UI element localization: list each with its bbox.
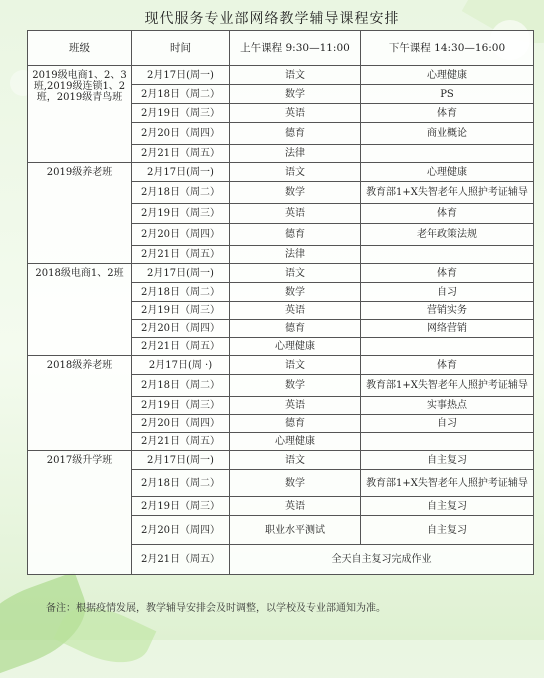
morning-course-cell: 语文 bbox=[230, 451, 361, 470]
afternoon-course-cell: 自主复习 bbox=[361, 516, 534, 545]
afternoon-course-cell: 体育 bbox=[361, 204, 534, 224]
morning-course-cell: 法律 bbox=[230, 145, 361, 163]
table-row bbox=[28, 451, 534, 470]
afternoon-course-cell: 实事热点 bbox=[361, 397, 534, 415]
date-cell: 2月20日（周四） bbox=[132, 415, 230, 433]
afternoon-course-cell: 体育 bbox=[361, 356, 534, 375]
schedule-table bbox=[27, 30, 534, 575]
header-row bbox=[28, 31, 534, 66]
afternoon-course-cell bbox=[361, 246, 534, 264]
afternoon-course-cell: 心理健康 bbox=[361, 66, 534, 85]
morning-course-cell: 德育 bbox=[230, 415, 361, 433]
afternoon-course-cell: 心理健康 bbox=[361, 163, 534, 182]
class-name: 2017级升学班 bbox=[46, 455, 113, 466]
date-cell: 2月18日（周二） bbox=[132, 182, 230, 204]
date-cell: 2月17日(周一) bbox=[132, 163, 230, 182]
date-cell: 2月21日（周五） bbox=[132, 545, 230, 575]
afternoon-course-cell: 体育 bbox=[361, 264, 534, 283]
afternoon-course-cell: PS bbox=[361, 85, 534, 104]
morning-course-cell: 职业水平测试 bbox=[230, 516, 361, 545]
date-cell: 2月17日(周一) bbox=[132, 264, 230, 283]
afternoon-course-cell bbox=[361, 338, 534, 356]
header-afternoon: 下午课程 14:30—16:00 bbox=[361, 31, 534, 66]
class-name: 2019级养老班 bbox=[46, 167, 113, 178]
date-cell: 2月21日（周五） bbox=[132, 433, 230, 451]
header-morning: 上午课程 9:30—11:00 bbox=[230, 31, 361, 66]
class-name: 2018级养老班 bbox=[46, 360, 113, 371]
afternoon-course-cell: 体育 bbox=[361, 104, 534, 123]
morning-course-cell: 数学 bbox=[230, 182, 361, 204]
morning-course-cell: 英语 bbox=[230, 204, 361, 224]
class-name: 2018级电商1、2班 bbox=[35, 268, 124, 279]
table-row bbox=[28, 66, 534, 85]
afternoon-course-cell: 教育部1+X失智老年人照护考证辅导 bbox=[361, 182, 534, 204]
date-cell: 2月20日（周四） bbox=[132, 516, 230, 545]
class-name-cell bbox=[28, 451, 132, 575]
table-row bbox=[28, 356, 534, 375]
afternoon-course-cell: 自习 bbox=[361, 415, 534, 433]
class-name: 2019级电商1、2、3班,2019级连锁1、2班，2019级青鸟班 bbox=[32, 70, 127, 103]
header-time: 时间 bbox=[132, 31, 230, 66]
date-cell: 2月19日（周三） bbox=[132, 497, 230, 516]
morning-course-cell: 心理健康 bbox=[230, 338, 361, 356]
afternoon-course-cell: 自主复习 bbox=[361, 497, 534, 516]
date-cell: 2月19日（周三） bbox=[132, 104, 230, 123]
date-cell: 2月18日（周二） bbox=[132, 283, 230, 302]
morning-course-cell: 德育 bbox=[230, 320, 361, 338]
morning-course-cell: 英语 bbox=[230, 302, 361, 320]
header-class: 班级 bbox=[28, 31, 132, 66]
date-cell: 2月21日（周五） bbox=[132, 246, 230, 264]
morning-course-cell: 德育 bbox=[230, 224, 361, 246]
afternoon-course-cell: 自习 bbox=[361, 283, 534, 302]
class-name-cell bbox=[28, 264, 132, 356]
all-day-course-cell: 全天自主复习完成作业 bbox=[230, 545, 534, 575]
morning-course-cell: 数学 bbox=[230, 283, 361, 302]
morning-course-cell: 英语 bbox=[230, 397, 361, 415]
morning-course-cell: 数学 bbox=[230, 470, 361, 497]
class-name-cell bbox=[28, 66, 132, 163]
schedule-body bbox=[28, 66, 534, 575]
footnote: 备注：根据疫情发展，教学辅导安排会及时调整，以学校及专业部通知为准。 bbox=[46, 603, 386, 614]
morning-course-cell: 语文 bbox=[230, 356, 361, 375]
afternoon-course-cell: 网络营销 bbox=[361, 320, 534, 338]
afternoon-course-cell: 老年政策法规 bbox=[361, 224, 534, 246]
morning-course-cell: 英语 bbox=[230, 104, 361, 123]
morning-course-cell: 语文 bbox=[230, 264, 361, 283]
morning-course-cell: 数学 bbox=[230, 85, 361, 104]
afternoon-course-cell: 教育部1+X失智老年人照护考证辅导 bbox=[361, 375, 534, 397]
date-cell: 2月21日（周五） bbox=[132, 338, 230, 356]
date-cell: 2月19日（周三） bbox=[132, 204, 230, 224]
table-row bbox=[28, 264, 534, 283]
date-cell: 2月20日（周四） bbox=[132, 224, 230, 246]
afternoon-course-cell: 商业概论 bbox=[361, 123, 534, 145]
date-cell: 2月18日（周二） bbox=[132, 470, 230, 497]
date-cell: 2月21日（周五） bbox=[132, 145, 230, 163]
page-title: 现代服务专业部网络教学辅导课程安排 bbox=[144, 11, 400, 27]
afternoon-course-cell: 营销实务 bbox=[361, 302, 534, 320]
date-cell: 2月19日（周三） bbox=[132, 397, 230, 415]
class-name-cell bbox=[28, 356, 132, 451]
table-row bbox=[28, 163, 534, 182]
afternoon-course-cell bbox=[361, 433, 534, 451]
date-cell: 2月17日(周一) bbox=[132, 451, 230, 470]
morning-course-cell: 法律 bbox=[230, 246, 361, 264]
date-cell: 2月18日（周二） bbox=[132, 85, 230, 104]
date-cell: 2月19日（周三） bbox=[132, 302, 230, 320]
morning-course-cell: 语文 bbox=[230, 163, 361, 182]
date-cell: 2月20日（周四） bbox=[132, 123, 230, 145]
class-name-cell bbox=[28, 163, 132, 264]
morning-course-cell: 英语 bbox=[230, 497, 361, 516]
date-cell: 2月17日(周一) bbox=[132, 66, 230, 85]
afternoon-course-cell bbox=[361, 145, 534, 163]
morning-course-cell: 心理健康 bbox=[230, 433, 361, 451]
date-cell: 2月18日（周二） bbox=[132, 375, 230, 397]
morning-course-cell: 数学 bbox=[230, 375, 361, 397]
date-cell: 2月20日（周四） bbox=[132, 320, 230, 338]
afternoon-course-cell: 教育部1+X失智老年人照护考证辅导 bbox=[361, 470, 534, 497]
morning-course-cell: 语文 bbox=[230, 66, 361, 85]
morning-course-cell: 德育 bbox=[230, 123, 361, 145]
date-cell: 2月17日(周 ·) bbox=[132, 356, 230, 375]
afternoon-course-cell: 自主复习 bbox=[361, 451, 534, 470]
